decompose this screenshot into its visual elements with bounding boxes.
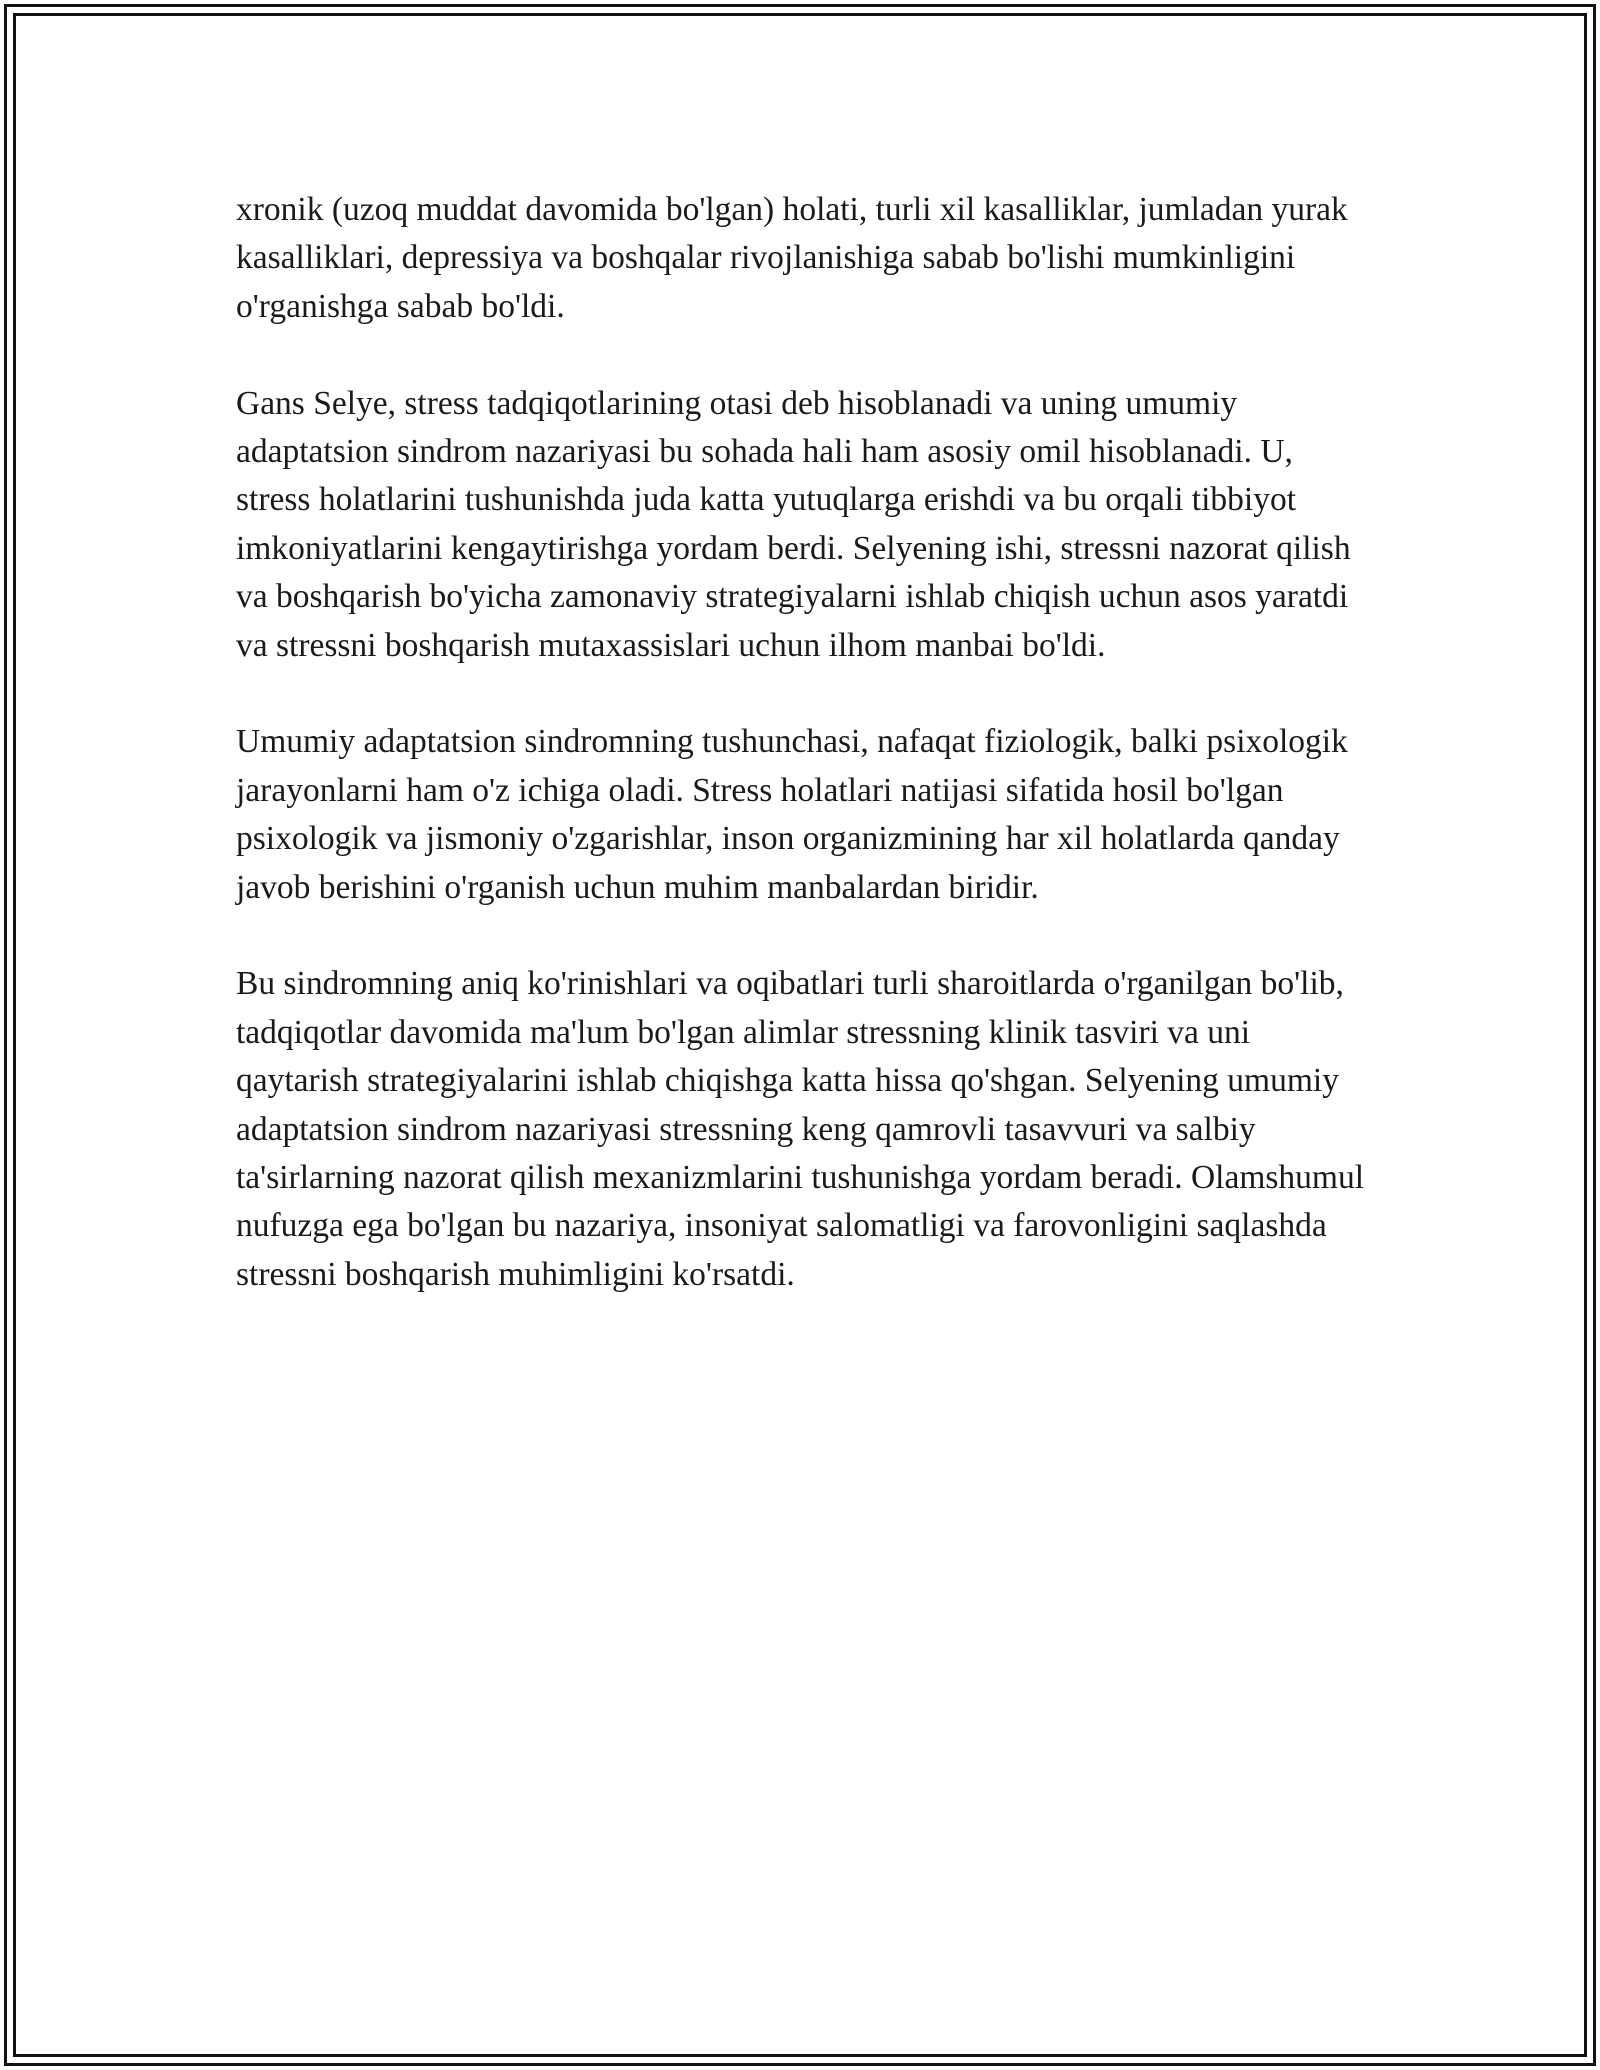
paragraph-2: Gans Selye, stress tadqiqotlarining otasi deb hisoblanadi va uning umumiy adaptatsion sindrom nazariyasi bu sohada hali ham asosiy omil hisoblanadi. U, stress holatlarini tushunishda juda katta yutuqlarga erishdi va bu orqali tibbiyot imkoniyatlarini kengaytirishga yordam berdi. Selyening ishi, stressni nazorat qilish va boshqarish bo'yicha zamonaviy strategiyalarni ishlab chiqish uchun asos yaratdi va stressni boshqarish mutaxassislari uchun ilhom manbai bo'ldi. — [236, 384, 1351, 664]
paragraph-3: Umumiy adaptatsion sindromning tushunchasi, nafaqat fiziologik, balki psixologik jarayonlarni ham o'z ichiga oladi. Stress holatlari natijasi sifatida hosil bo'lgan psixologik va jismoniy o'zgarishlar, inson organizmining har xil holatlarda qanday javob berishini o'rganish uchun muhim manbalardan biridir. — [236, 723, 1348, 906]
paragraph-4: Bu sindromning aniq ko'rinishlari va oqibatlari turli sharoitlarda o'rganilgan bo'lib, tadqiqotlar davomida ma'lum bo'lgan alimlar stressning klinik tasviri va uni qaytarish strategiyalarini ishlab chiqishga katta hissa qo'shgan. Selyening umumiy adaptatsion sindrom nazariyasi stressning keng qamrovli tasavvuri va salbiy ta'sirlarning nazorat qilish mexanizmlarini tushunishga yordam beradi. Olamshumul nufuzga ega bo'lgan bu nazariya, insoniyat salomatligi va farovonligini saqlashda stressni boshqarish muhimligini ko'rsatdi. — [236, 965, 1365, 1293]
document-body — [236, 186, 1366, 1299]
paragraph-1: xronik (uzoq muddat davomida bo'lgan) holati, turli xil kasalliklar, jumladan yurak kasalliklari, depressiya va boshqalar rivojlanishiga sabab bo'lishi mumkinligini o'rganishga sabab bo'ldi. — [236, 191, 1348, 325]
